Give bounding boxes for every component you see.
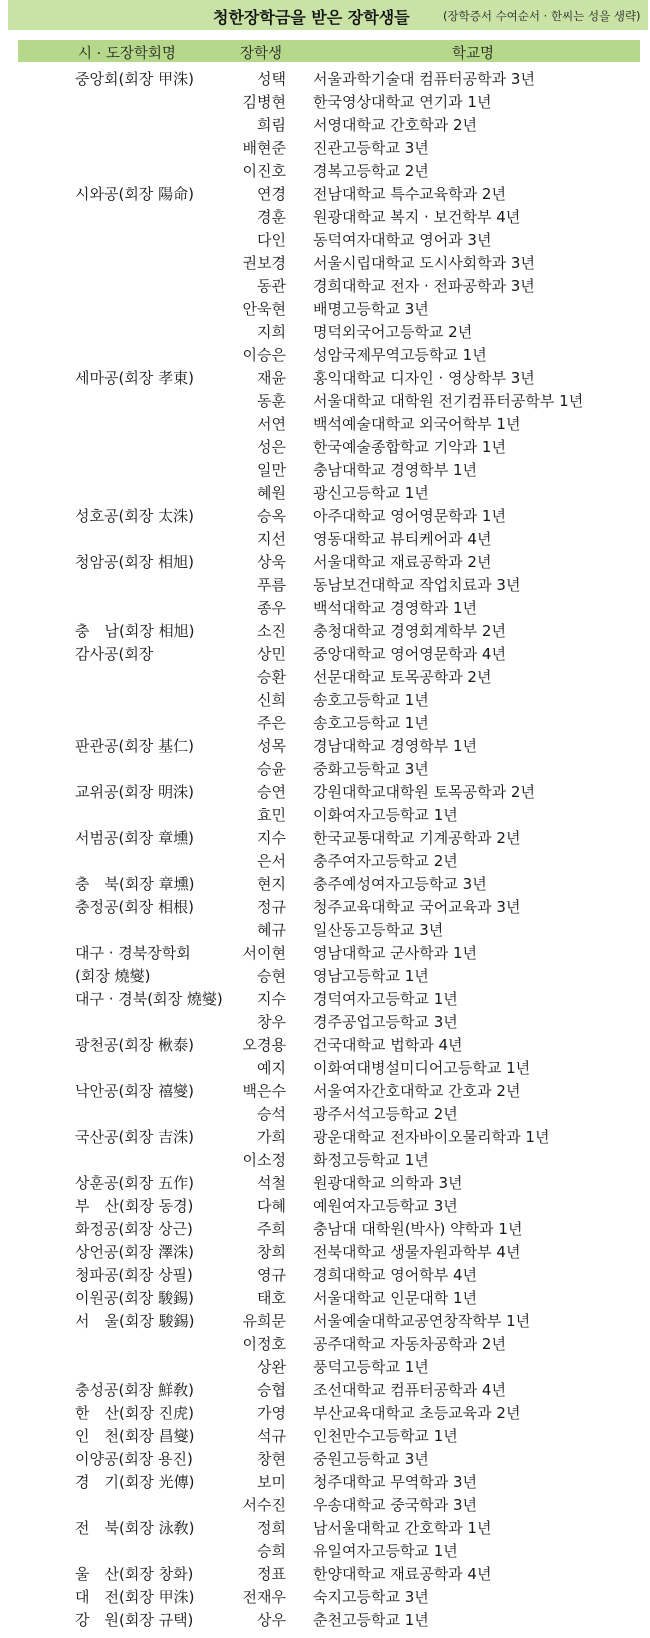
- row-student: 종우: [257, 599, 286, 617]
- table-row: [0, 436, 650, 459]
- row-school: 한양대학교 재료공학과 4년: [313, 1565, 492, 1583]
- row-org: 상언공(회장 澤洙): [75, 1243, 194, 1261]
- row-student: 승협: [257, 1381, 286, 1399]
- row-student: 소진: [257, 622, 286, 640]
- table-row: [0, 183, 650, 206]
- table-row: [0, 1425, 650, 1448]
- row-student: 동훈: [257, 392, 286, 410]
- table-row: [0, 1310, 650, 1333]
- table-row: [0, 620, 650, 643]
- row-school: 성암국제무역고등학교 1년: [313, 346, 487, 364]
- table-row: [0, 965, 650, 988]
- row-school: 인천만수고등학교 1년: [313, 1427, 458, 1445]
- row-school: 송호고등학교 1년: [313, 714, 429, 732]
- row-school: 유일여자고등학교 1년: [313, 1542, 458, 1560]
- row-student: 예지: [257, 1059, 286, 1077]
- table-row: [0, 482, 650, 505]
- row-school: 풍덕고등학교 1년: [313, 1358, 429, 1376]
- table-row: [0, 1034, 650, 1057]
- row-org: 광천공(회장 楸泰): [75, 1036, 194, 1054]
- row-school: 한국영상대학교 연기과 1년: [313, 93, 492, 111]
- row-student: 은서: [257, 852, 286, 870]
- row-org: 전 북(회장 泳敎): [75, 1519, 195, 1537]
- row-student: 성택: [257, 70, 286, 88]
- row-school: 송호고등학교 1년: [313, 691, 429, 709]
- title-bar: [8, 0, 648, 30]
- table-row: [0, 781, 650, 804]
- row-student: 보미: [257, 1473, 286, 1491]
- row-school: 서울과학기술대 컴퓨터공학과 3년: [313, 70, 535, 88]
- row-school: 영남대학교 군사학과 1년: [313, 944, 477, 962]
- row-org: 낙안공(회장 禧燮): [75, 1082, 194, 1100]
- scholar-table: [0, 68, 650, 1632]
- row-school: 아주대학교 영어영문학과 1년: [313, 507, 506, 525]
- table-row: [0, 1471, 650, 1494]
- table-row: [0, 1448, 650, 1471]
- row-school: 강원대학교대학원 토목공학과 2년: [313, 783, 535, 801]
- row-school: 전남대학교 특수교육학과 2년: [313, 185, 506, 203]
- row-student: 성목: [257, 737, 286, 755]
- row-school: 공주대학교 자동차공학과 2년: [313, 1335, 506, 1353]
- row-student: 주희: [257, 1220, 286, 1238]
- row-org: 울 산(회장 창화): [75, 1565, 194, 1583]
- row-student: 가영: [257, 1404, 286, 1422]
- row-student: 상완: [257, 1358, 286, 1376]
- table-row: [0, 321, 650, 344]
- row-student: 지수: [257, 990, 286, 1008]
- row-student: 효민: [257, 806, 286, 824]
- header-student: 장학생: [240, 46, 283, 62]
- table-row: [0, 459, 650, 482]
- table-row: [0, 229, 650, 252]
- row-school: 서울예술대학교공연창작학부 1년: [313, 1312, 531, 1330]
- row-school: 우송대학교 중국학과 3년: [313, 1496, 477, 1514]
- table-header: [18, 40, 640, 62]
- row-school: 경남대학교 경영학부 1년: [313, 737, 477, 755]
- row-school: 진관고등학교 3년: [313, 139, 429, 157]
- row-school: 중앙대학교 영어영문학과 4년: [313, 645, 506, 663]
- row-school: 충주예성여자고등학교 3년: [313, 875, 487, 893]
- row-school: 충청대학교 경영회계학부 2년: [313, 622, 506, 640]
- row-student: 상우: [257, 1611, 286, 1629]
- row-school: 원광대학교 의학과 3년: [313, 1174, 463, 1192]
- row-student: 오경용: [242, 1036, 286, 1054]
- row-org: 이양공(회장 용진): [75, 1450, 193, 1468]
- table-row: [0, 1517, 650, 1540]
- table-row: [0, 643, 650, 666]
- row-school: 경덕여자고등학교 1년: [313, 990, 458, 1008]
- row-school: 광운대학교 전자바이오물리학과 1년: [313, 1128, 550, 1146]
- row-org: 부 산(회장 동경): [75, 1197, 194, 1215]
- row-org: 서범공(회장 章壎): [75, 829, 194, 847]
- row-school: 청주교육대학교 국어교육과 3년: [313, 898, 521, 916]
- table-row: [0, 1195, 650, 1218]
- row-school: 한국교통대학교 기계공학과 2년: [313, 829, 521, 847]
- row-student: 승옥: [257, 507, 286, 525]
- table-row: [0, 505, 650, 528]
- row-student: 승석: [257, 1105, 286, 1123]
- table-row: [0, 91, 650, 114]
- table-row: [0, 1356, 650, 1379]
- table-row: [0, 1126, 650, 1149]
- title-note: (장학증서 수여순서 · 한씨는 성을 생략): [443, 9, 641, 23]
- row-school: 화정고등학교 1년: [313, 1151, 429, 1169]
- row-school: 경희대학교 전자 · 전파공학과 3년: [313, 277, 535, 295]
- table-row: [0, 528, 650, 551]
- row-student: 전재우: [242, 1588, 286, 1606]
- row-org: 서 울(회장 駿錫): [75, 1312, 195, 1330]
- row-school: 백석대학교 경영학과 1년: [313, 599, 477, 617]
- row-student: 이진호: [242, 162, 286, 180]
- table-row: [0, 1149, 650, 1172]
- row-org: 국산공(회장 吉洙): [75, 1128, 194, 1146]
- row-org: 시와공(회장 陽命): [75, 185, 194, 203]
- row-student: 석규: [257, 1427, 286, 1445]
- row-student: 석철: [257, 1174, 286, 1192]
- row-school: 서울시립대학교 도시사회학과 3년: [313, 254, 535, 272]
- table-row: [0, 804, 650, 827]
- table-row: [0, 712, 650, 735]
- row-student: 승현: [257, 967, 286, 985]
- row-school: 서울여자간호대학교 간호과 2년: [313, 1082, 521, 1100]
- row-school: 이화여자고등학교 1년: [313, 806, 458, 824]
- row-org: 강 원(회장 규택): [75, 1611, 194, 1629]
- row-school: 홍익대학교 디자인 · 영상학부 3년: [313, 369, 535, 387]
- row-student: 일만: [257, 461, 286, 479]
- table-row: [0, 114, 650, 137]
- row-student: 경훈: [257, 208, 286, 226]
- row-student: 배현준: [242, 139, 286, 157]
- row-org: 대구 · 경북(회장 燒燮): [75, 990, 223, 1008]
- row-student: 재윤: [257, 369, 286, 387]
- header-org: 시 · 도장학회명: [78, 46, 176, 62]
- row-student: 승연: [257, 783, 286, 801]
- row-school: 춘천고등학교 1년: [313, 1611, 429, 1629]
- row-student: 지희: [257, 323, 286, 341]
- table-row: [0, 758, 650, 781]
- row-school: 배명고등학교 3년: [313, 300, 429, 318]
- table-row: [0, 1287, 650, 1310]
- row-school: 명덕외국어고등학교 2년: [313, 323, 473, 341]
- row-student: 주은: [257, 714, 286, 732]
- table-row: [0, 1609, 650, 1632]
- table-row: [0, 1586, 650, 1609]
- row-org: 청암공(회장 相旭): [75, 553, 194, 571]
- table-row: [0, 689, 650, 712]
- row-student: 승희: [257, 1542, 286, 1560]
- table-row: [0, 597, 650, 620]
- row-student: 지선: [257, 530, 286, 548]
- table-row: [0, 1241, 650, 1264]
- table-row: [0, 68, 650, 91]
- table-row: [0, 252, 650, 275]
- row-student: 상욱: [257, 553, 286, 571]
- table-row: [0, 1011, 650, 1034]
- table-row: [0, 551, 650, 574]
- table-row: [0, 666, 650, 689]
- row-org: 충 남(회장 相旭): [75, 622, 195, 640]
- row-student: 승환: [257, 668, 286, 686]
- row-org: 교위공(회장 明洙): [75, 783, 194, 801]
- table-row: [0, 1057, 650, 1080]
- row-student: 백은수: [242, 1082, 286, 1100]
- table-row: [0, 896, 650, 919]
- table-row: [0, 574, 650, 597]
- row-school: 조선대학교 컴퓨터공학과 4년: [313, 1381, 506, 1399]
- table-row: [0, 160, 650, 183]
- row-student: 푸름: [257, 576, 286, 594]
- row-school: 한국예술종합학교 기악과 1년: [313, 438, 506, 456]
- row-student: 동관: [257, 277, 286, 295]
- row-student: 현지: [257, 875, 286, 893]
- row-org: 대구 · 경북장학회: [75, 944, 191, 962]
- row-school: 건국대학교 법학과 4년: [313, 1036, 463, 1054]
- row-school: 중화고등학교 3년: [313, 760, 429, 778]
- row-org: 상훈공(회장 五作): [75, 1174, 194, 1192]
- page-title: 청한장학금을 받은 장학생들: [213, 8, 410, 27]
- row-student: 희림: [257, 116, 286, 134]
- table-row: [0, 735, 650, 758]
- row-school: 경주공업고등학교 3년: [313, 1013, 458, 1031]
- row-student: 연경: [257, 185, 286, 203]
- table-row: [0, 1218, 650, 1241]
- row-school: 영남고등학교 1년: [313, 967, 429, 985]
- table-row: [0, 1080, 650, 1103]
- table-row: [0, 1379, 650, 1402]
- row-student: 영규: [257, 1266, 286, 1284]
- row-student: 서이현: [242, 944, 286, 962]
- row-student: 신희: [257, 691, 286, 709]
- row-school: 숙지고등학교 3년: [313, 1588, 429, 1606]
- row-school: 부산교육대학교 초등교육과 2년: [313, 1404, 521, 1422]
- row-student: 창희: [257, 1243, 286, 1261]
- table-row: [0, 1333, 650, 1356]
- row-student: 이소정: [242, 1151, 286, 1169]
- row-org: 인 천(회장 昌燮): [75, 1427, 195, 1445]
- row-org: 세마공(회장 孝東): [75, 369, 194, 387]
- table-row: [0, 1402, 650, 1425]
- row-school: 백석예술대학교 외국어학부 1년: [313, 415, 521, 433]
- table-row: [0, 1103, 650, 1126]
- table-row: [0, 137, 650, 160]
- table-row: [0, 413, 650, 436]
- row-school: 광주서석고등학교 2년: [313, 1105, 458, 1123]
- table-row: [0, 873, 650, 896]
- row-org: 청파공(회장 상필): [75, 1266, 193, 1284]
- row-school: 경희대학교 영어학부 4년: [313, 1266, 477, 1284]
- row-student: 서연: [257, 415, 286, 433]
- table-row: [0, 1540, 650, 1563]
- row-org: 이원공(회장 駿錫): [75, 1289, 194, 1307]
- table-row: [0, 344, 650, 367]
- row-org: 화정공(회장 상근): [75, 1220, 193, 1238]
- row-org: 충 북(회장 章壎): [75, 875, 195, 893]
- row-student: 혜원: [257, 484, 286, 502]
- table-row: [0, 275, 650, 298]
- row-student: 정희: [257, 1519, 286, 1537]
- table-row: [0, 206, 650, 229]
- table-row: [0, 919, 650, 942]
- row-org: 충성공(회장 鮮敎): [75, 1381, 194, 1399]
- row-school: 서영대학교 간호학과 2년: [313, 116, 477, 134]
- row-school: 청주대학교 무역학과 3년: [313, 1473, 477, 1491]
- row-school: 일산동고등학교 3년: [313, 921, 444, 939]
- table-row: [0, 298, 650, 321]
- row-student: 유희문: [242, 1312, 286, 1330]
- row-school: 원광대학교 복지 · 보건학부 4년: [313, 208, 521, 226]
- row-school: 영동대학교 뷰티케어과 4년: [313, 530, 492, 548]
- header-school: 학교명: [452, 46, 495, 62]
- row-school: 남서울대학교 간호학과 1년: [313, 1519, 492, 1537]
- row-school: 동덕여자대학교 영어과 3년: [313, 231, 492, 249]
- row-school: 동남보건대학교 작업치료과 3년: [313, 576, 521, 594]
- row-student: 혜규: [257, 921, 286, 939]
- row-school: 충주여자고등학교 2년: [313, 852, 458, 870]
- row-student: 성은: [257, 438, 286, 456]
- table-row: [0, 390, 650, 413]
- row-school: 서울대학교 인문대학 1년: [313, 1289, 477, 1307]
- table-row: [0, 1494, 650, 1517]
- row-student: 다혜: [257, 1197, 286, 1215]
- row-student: 정표: [257, 1565, 286, 1583]
- row-school: 광신고등학교 1년: [313, 484, 429, 502]
- row-org: 성호공(회장 太洙): [75, 507, 194, 525]
- row-org: 한 산(회장 진虎): [75, 1404, 194, 1422]
- table-row: [0, 988, 650, 1011]
- table-row: [0, 367, 650, 390]
- row-org: 판관공(회장 基仁): [75, 737, 194, 755]
- table-row: [0, 942, 650, 965]
- row-org: 충정공(회장 相根): [75, 898, 194, 916]
- row-school: 서울대학교 대학원 전기컴퓨터공학부 1년: [313, 392, 584, 410]
- row-student: 서수진: [242, 1496, 286, 1514]
- table-row: [0, 1172, 650, 1195]
- row-student: 승윤: [257, 760, 286, 778]
- row-student: 정규: [257, 898, 286, 916]
- row-student: 김병현: [242, 93, 286, 111]
- row-student: 창우: [257, 1013, 286, 1031]
- row-school: 충남대 대학원(박사) 약학과 1년: [313, 1220, 523, 1238]
- row-student: 이정호: [242, 1335, 286, 1353]
- row-school: 이화여대병설미디어고등학교 1년: [313, 1059, 531, 1077]
- row-org: 대 전(회장 甲洙): [75, 1588, 195, 1606]
- table-row: [0, 1563, 650, 1586]
- row-school: 경복고등학교 2년: [313, 162, 429, 180]
- row-student: 가희: [257, 1128, 286, 1146]
- table-row: [0, 1264, 650, 1287]
- row-org: 경 기(회장 光傳): [75, 1473, 195, 1491]
- row-school: 선문대학교 토목공학과 2년: [313, 668, 492, 686]
- row-student: 이승은: [242, 346, 286, 364]
- row-school: 서울대학교 재료공학과 2년: [313, 553, 492, 571]
- row-school: 충남대학교 경영학부 1년: [313, 461, 477, 479]
- row-school: 전북대학교 생물자원과학부 4년: [313, 1243, 521, 1261]
- row-student: 지수: [257, 829, 286, 847]
- row-org: 중앙회(회장 甲洙): [75, 70, 194, 88]
- row-student: 권보경: [242, 254, 286, 272]
- row-org: 감사공(회장: [75, 645, 154, 663]
- row-org: (회장 燒燮): [75, 967, 151, 985]
- table-row: [0, 850, 650, 873]
- row-student: 안욱현: [242, 300, 286, 318]
- row-student: 태호: [257, 1289, 286, 1307]
- row-school: 예원여자고등학교 3년: [313, 1197, 458, 1215]
- row-student: 창현: [257, 1450, 286, 1468]
- row-school: 중원고등학교 3년: [313, 1450, 429, 1468]
- table-row: [0, 827, 650, 850]
- row-student: 다인: [257, 231, 286, 249]
- row-student: 상민: [257, 645, 286, 663]
